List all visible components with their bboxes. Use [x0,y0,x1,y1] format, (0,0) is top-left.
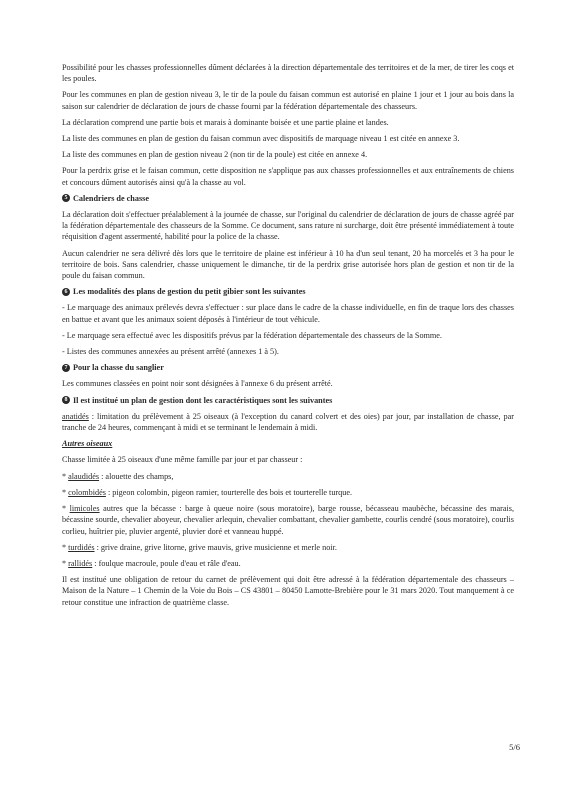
family-item: * turdidés : grive draine, grive litorne, grive mauvis, grive musicienne et merle noir. [62,542,337,552]
paragraph: Pour les communes en plan de gestion niveau 3, le tir de la poule du faisan commun est autorisé en plaine 1 jour et 1 jour au bois dans la saison sur calendrier de déclaration de jours de chasse fourni par la fédération départementale des chasseurs. [62,90,514,111]
paragraph: - Le marquage sera effectué avec les dispositifs prévus par la fédération départementale des chasseurs de la Somme. [62,330,442,340]
family-term: colombidés [68,487,106,497]
subheading-autres-oiseaux: Autres oiseaux [62,439,113,449]
paragraph: Pour la perdrix grise et le faisan commun, cette disposition ne s'applique pas aux chasses professionnelles et aux entraînements de chiens et concours dûment autorisés ainsi qu'à la chasse au vol. [62,166,514,187]
paragraph-closing: Il est institué une obligation de retour du carnet de prélèvement qui doit être adressé à la fédération départementale des chasseurs – Maison de la Nature – 1 Chemin de la Voie du Bois – CS 43801 – 80450 Lamotte-Brebière pour le 31 mars 2020. Tout manquement à ce retour constitue une infraction de quatrième classe. [62,575,514,607]
anatides-text: : limitation du prélèvement à 25 oiseaux (à l'exception du canard colvert et des oies) par jour, par installation de chasse, par tranche de 24 heures, commençant à midi et se terminant le lendemain à midi. [62,411,514,433]
family-item: * colombidés : pigeon colombin, pigeon ramier, tourterelle des bois et tourterelle turque. [62,487,353,497]
family-term: rallidés [68,558,93,568]
paragraph: La déclaration doit s'effectuer préalablement à la journée de chasse, sur l'original du calendrier de déclaration de jours de chasse agréé par la fédération départementale des chasseurs de la Somme. Ce document, sans rature ni surcharge, doit être présenté immédiatement à toute réquisition d'agent assermenté, habilité pour la police de la chasse. [62,210,514,242]
section-heading-calendriers [62,193,514,204]
paragraph: - Le marquage des animaux prélevés devra s'effectuer : sur place dans le cadre de la chasse individuelle, en fin de traque lors des chasses en battue et avant que les animaux soient déposés à l'intérieur de tout véhicule. [62,303,514,324]
section-heading-plans-gestion [62,286,514,297]
family-term: limicoles [69,504,100,514]
family-text: : grive draine, grive litorne, grive mauvis, grive musicienne et merle noir. [94,542,337,552]
paragraph: - Listes des communes annexées au présent arrêté (annexes 1 à 5). [62,347,279,357]
family-text: autres que la bécasse : barge à queue noire (sous moratoire), barge rousse, bécasseau maubèche, bécassine des marais, bécassine sourde, chevalier aboyeur, chevalier arlequin, chevalier combattant, chevalier gambette, courlis cendré (sous moratoire), courlis corlieu, huîtrier pie, pluvier argenté, pluvier doré et vanneau huppé. [62,504,515,536]
term-anatides: anatidés [62,411,89,421]
family-text: : foulque macroule, poule d'eau et râle d'eau. [92,558,241,568]
paragraph: Possibilité pour les chasses professionnelles dûment déclarées à la direction départementale des territoires et de la mer, de tirer les coqs et les poules. [62,63,514,84]
family-term: turdidés [68,542,95,552]
section-title: Calendriers de chasse [73,193,149,203]
paragraph: La déclaration comprend une partie bois et marais à dominante boisée et une partie plaine et landes. [62,117,389,127]
family-text: : alouette des champs, [99,471,174,481]
family-term: alaudidés [68,471,100,481]
paragraph: La liste des communes en plan de gestion du faisan commun avec dispositifs de marquage niveau 1 est citée en annexe 3. [62,134,460,144]
section-title: Pour la chasse du sanglier [73,363,164,373]
family-item: * limicoles autres que la bécasse : barge à queue noire (sous moratoire), barge rousse, bécasseau maubèche, bécassine des marais, bécassine sourde, chevalier aboyeur, chevalier arlequin, chevalier combattant, chevalier gambette, courlis cendré (sous moratoire), courlis corlieu, huîtrier pie, pluvier argenté, pluvier doré et vanneau huppé. [62,504,515,536]
section-number-icon: 5 [62,194,70,202]
document-body [62,62,514,613]
family-item: * rallidés : foulque macroule, poule d'eau et râle d'eau. [62,558,241,568]
section-number-icon: 7 [62,364,70,372]
paragraph: La liste des communes en plan de gestion niveau 2 (non tir de la poule) est citée en annexe 4. [62,150,368,160]
family-item: * alaudidés : alouette des champs, [62,471,174,481]
page-number: 5/6 [509,742,520,752]
section-number-icon: 8 [62,396,70,404]
paragraph-anatides [62,411,514,433]
section-title: Les modalités des plans de gestion du petit gibier sont les suivantes [73,287,306,297]
paragraph: Les communes classées en point noir sont désignées à l'annexe 6 du présent arrêté. [62,379,333,389]
paragraph: Chasse limitée à 25 oiseaux d'une même famille par jour et par chasseur : [62,455,303,465]
family-text: : pigeon colombin, pigeon ramier, tourterelle des bois et tourterelle turque. [105,487,353,497]
section-number-icon: 6 [62,288,70,296]
section-heading-plan-gestion-oiseaux [62,395,514,406]
section-heading-sanglier [62,362,514,373]
paragraph: Aucun calendrier ne sera délivré dès lors que le territoire de plaine est inférieur à 10 ha d'un seul tenant, 20 ha morcelés et 3 ha pour le territoire de bois. Sans calendrier, chasse uniquement le dimanche, tir de la perdrix grise autorisée hors plan de gestion et non tir de la poule du faisan commun. [62,248,514,281]
section-title: Il est institué un plan de gestion dont les caractéristiques sont les suivantes [73,395,333,405]
